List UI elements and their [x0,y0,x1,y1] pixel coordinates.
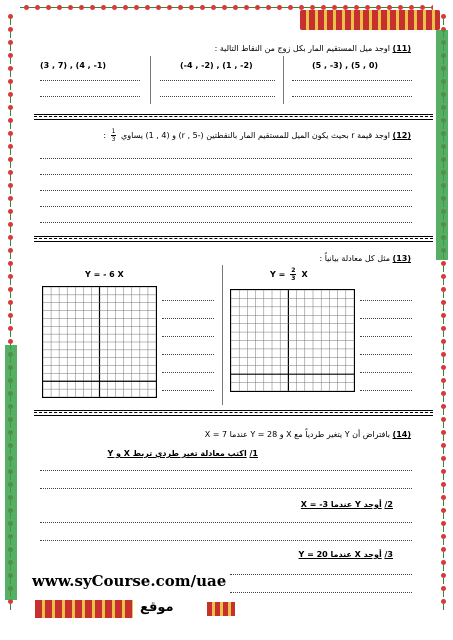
flower-ornament-icon [440,599,447,610]
answer-line [360,354,412,355]
q13-equation-left: Y = - 6 X [85,270,124,279]
flower-ornament-icon [62,4,73,11]
flower-ornament-icon [7,118,14,129]
flower-ornament-icon [440,261,447,272]
flower-ornament-icon [440,521,447,532]
answer-line [160,96,275,97]
question-11-text: اوجد ميل المستقيم المار بكل زوج من النقاط التالية : [214,44,390,53]
flower-ornament-icon [139,4,150,11]
flower-ornament-icon [7,27,14,38]
graph-grid-left [42,286,157,398]
footer-decorative-banner [35,600,133,618]
answer-line [162,318,214,319]
answer-line [292,80,412,81]
flower-ornament-icon [7,105,14,116]
flower-ornament-icon [440,378,447,389]
flower-ornament-icon [282,4,293,11]
q12-slope-fraction: $\frac{1}{3}$ [111,128,116,143]
q14-part-2: 2/ أوجد Y عندما X = -3 [300,500,393,509]
question-12-text: اوجد قيمة r بحيث يكون الميل للمستقيم المار بالنقطتين (-5 , r) و (4 , 1) يساوي [121,131,390,140]
flower-ornament-icon [7,287,14,298]
flower-ornament-icon [440,547,447,558]
q14-part-3: 3/ أوجد X عندما Y = 20 [298,550,393,559]
flower-ornament-icon [440,469,447,480]
flower-ornament-icon [40,4,51,11]
answer-line [40,80,140,81]
flower-ornament-icon [7,261,14,272]
answer-line [40,96,140,97]
answer-line [160,80,275,81]
question-13-text: مثل كل معادلة بيانياً : [319,254,390,263]
flower-ornament-icon [161,4,172,11]
answer-line [230,592,412,593]
flower-ornament-icon [440,482,447,493]
flower-ornament-icon [7,144,14,155]
flower-ornament-icon [440,326,447,337]
answer-line [162,354,214,355]
flower-ornament-icon [440,274,447,285]
flower-ornament-icon [440,430,447,441]
flower-ornament-icon [106,4,117,11]
answer-line [230,574,412,575]
q14-part-1: 1/ اكتب معادلة تغير طردي تربط X و Y [107,449,258,458]
flower-ornament-icon [7,300,14,311]
footer-decorative-banner-small [207,602,235,616]
flower-ornament-icon [128,4,139,11]
flower-ornament-icon [73,4,84,11]
q11-pair-2: (-4 , -2) , (1 , -2) [180,61,253,70]
flower-ornament-icon [440,365,447,376]
flower-ornament-icon [7,157,14,168]
flower-ornament-icon [7,248,14,259]
section-divider [34,236,433,242]
q13-equation-right-fraction: $\frac{2}{3}$ [291,267,296,282]
question-14-text: بافتراض أن Y يتغير طردياً مع X و Y = 28 عندما X = 7 [204,430,390,439]
question-12-number: (12) [392,131,411,140]
flower-ornament-icon [95,4,106,11]
flower-ornament-icon [440,417,447,428]
flower-ornament-icon [440,573,447,584]
flower-ornament-icon [51,4,62,11]
answer-line [162,390,214,391]
answer-line [292,96,412,97]
flower-ornament-icon [440,495,447,506]
q11-divider-1 [150,56,151,104]
q11-pair-3: (3 , 7) , (4 , -1) [40,61,107,70]
flower-ornament-icon [249,4,260,11]
flower-ornament-icon [440,352,447,363]
flower-ornament-icon [440,14,447,25]
flower-ornament-icon [260,4,271,11]
section-divider [34,114,433,120]
flower-ornament-icon [440,287,447,298]
answer-line [40,158,412,159]
header-decorative-banner [300,10,440,30]
answer-line [360,300,412,301]
flower-ornament-icon [7,53,14,64]
flower-ornament-icon [440,313,447,324]
flower-ornament-icon [7,235,14,246]
flower-ornament-icon [440,404,447,415]
flower-ornament-icon [7,66,14,77]
answer-line [360,372,412,373]
flower-ornament-icon [117,4,128,11]
answer-line [40,206,412,207]
flower-ornament-icon [238,4,249,11]
flower-ornament-icon [7,183,14,194]
flower-ornament-icon [271,4,282,11]
flower-ornament-icon [84,4,95,11]
q12-colon: : [103,131,107,140]
question-13-number: (13) [392,254,411,263]
flower-ornament-icon [29,4,40,11]
answer-line [162,372,214,373]
flower-ornament-icon [7,313,14,324]
flower-ornament-icon [440,443,447,454]
flower-ornament-icon [440,300,447,311]
flower-ornament-icon [150,4,161,11]
flower-ornament-icon [7,599,14,610]
footer-site-label: موقع [140,600,174,615]
flower-ornament-icon [7,14,14,25]
flower-ornament-icon [172,4,183,11]
flower-ornament-icon [7,131,14,142]
flower-ornament-icon [440,391,447,402]
flower-ornament-icon [194,4,205,11]
answer-line [162,300,214,301]
question-11-number: (11) [392,44,411,53]
flower-ornament-icon [7,326,14,337]
flower-ornament-icon [7,79,14,90]
answer-line [40,222,412,223]
flower-ornament-icon [183,4,194,11]
answer-line [162,336,214,337]
q11-pair-1: (5 , -3) , (5 , 0) [312,61,379,70]
q13-divider [222,265,223,405]
left-decorative-banner [5,345,17,600]
flower-ornament-icon [216,4,227,11]
answer-line [40,190,412,191]
flower-ornament-icon [227,4,238,11]
flower-ornament-icon [440,586,447,597]
answer-line [360,336,412,337]
question-12 [103,128,411,143]
flower-ornament-icon [7,209,14,220]
q11-divider-2 [283,56,284,104]
flower-ornament-icon [205,4,216,11]
section-divider [34,410,433,416]
question-14-number: (14) [392,430,411,439]
q13-equation-right: Y = $\frac{2}{3}$ X [270,267,308,282]
flower-ornament-icon [440,508,447,519]
flower-ornament-icon [440,534,447,545]
footer-url: www.syCourse.com/uae [32,572,227,590]
question-13 [319,254,411,263]
flower-ornament-icon [440,456,447,467]
flower-ornament-icon [7,40,14,51]
answer-line [40,488,412,489]
flower-ornament-icon [7,196,14,207]
right-decorative-banner [436,30,448,260]
answer-line [40,522,412,523]
flower-ornament-icon [7,222,14,233]
flower-ornament-icon [7,92,14,103]
answer-line [40,540,412,541]
flower-ornament-icon [7,274,14,285]
answer-line [40,470,412,471]
question-14 [205,430,411,439]
question-11 [215,44,411,53]
answer-line [360,318,412,319]
flower-ornament-icon [440,339,447,350]
answer-line [360,390,412,391]
graph-grid-right [230,289,355,392]
flower-ornament-icon [440,560,447,571]
answer-line [40,174,412,175]
flower-ornament-icon [7,170,14,181]
flower-ornament-icon [20,4,29,11]
